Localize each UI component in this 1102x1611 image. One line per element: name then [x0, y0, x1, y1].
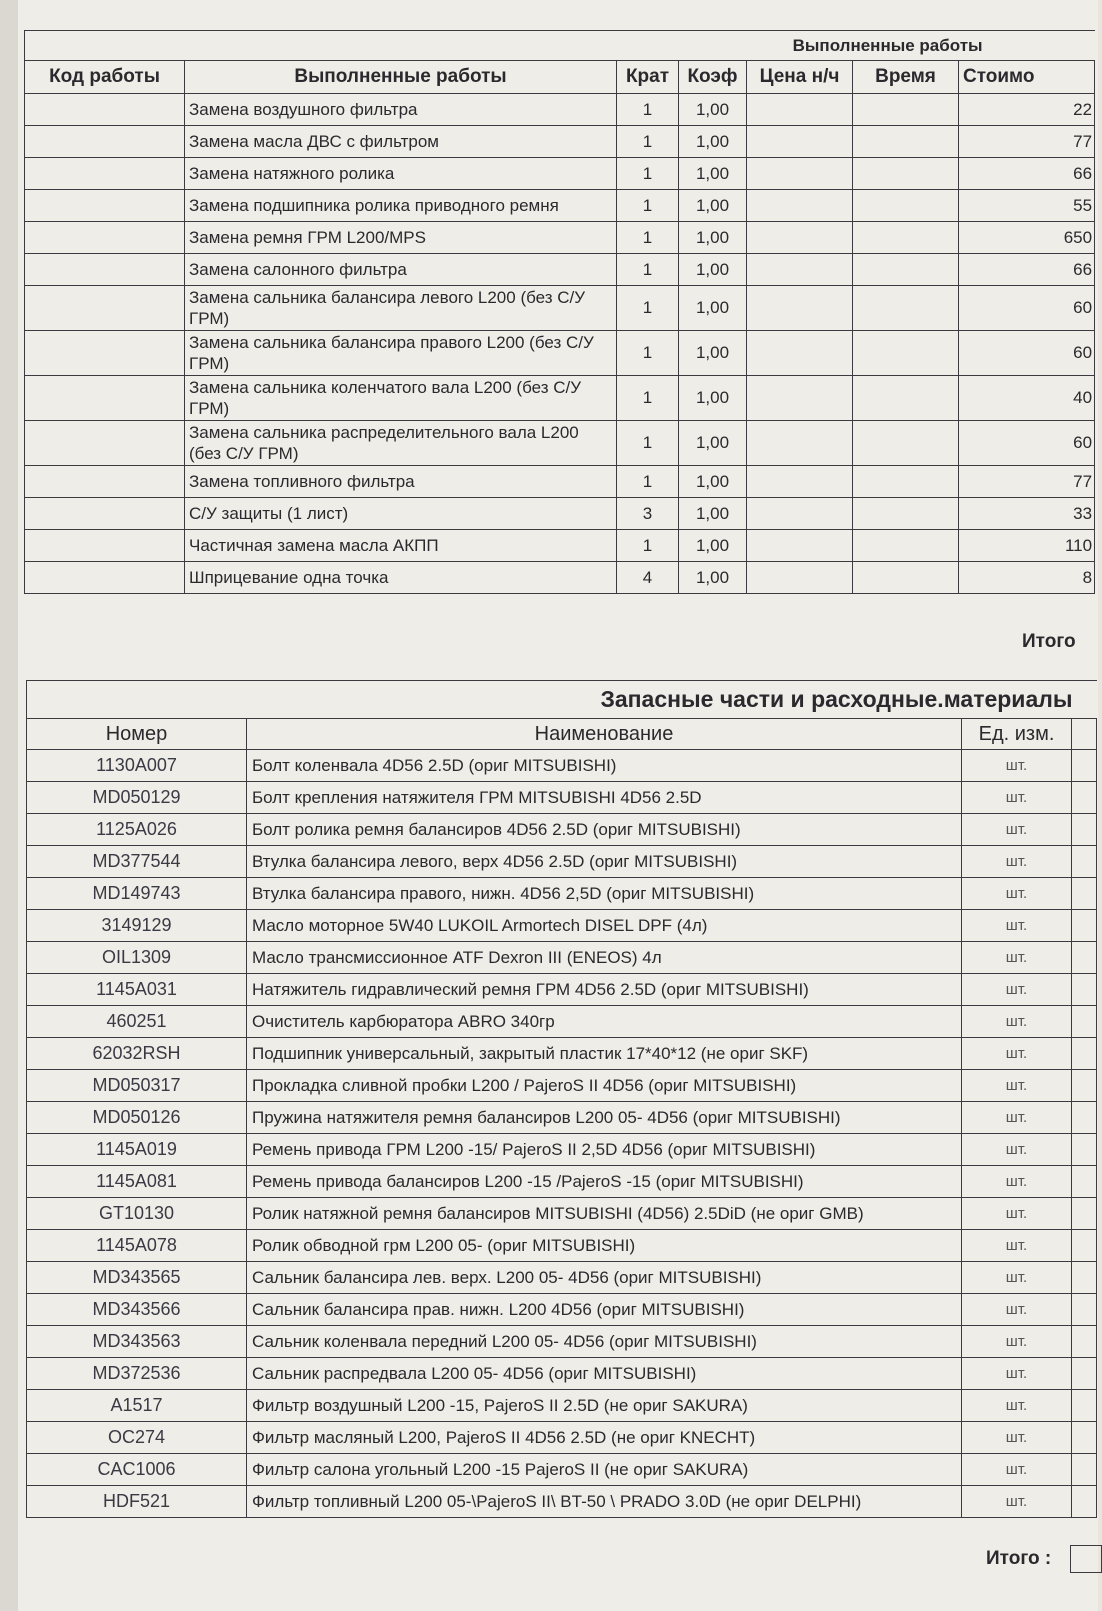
cell-unit: шт.: [962, 1422, 1072, 1454]
table-row: [27, 1390, 1097, 1422]
cell-name: Ремень привода балансиров L200 -15 /PajeroS -15 (ориг MITSUBISHI): [247, 1166, 962, 1198]
cell-extra: [1072, 750, 1097, 782]
cell-unit: шт.: [962, 1326, 1072, 1358]
cell-code: [25, 94, 185, 126]
cell-unit: шт.: [962, 910, 1072, 942]
col-krat: Крат: [617, 61, 679, 94]
cell-name: Подшипник универсальный, закрытый пластик 17*40*12 (не ориг SKF): [247, 1038, 962, 1070]
cell-extra: [1072, 910, 1097, 942]
cell-time: [853, 466, 959, 498]
cell-number: MD343563: [27, 1326, 247, 1358]
table-row: [27, 942, 1097, 974]
cell-cost: 60: [959, 331, 1095, 376]
cell-price: [747, 126, 853, 158]
works-table: [24, 30, 1095, 594]
cell-name: Натяжитель гидравлический ремня ГРМ 4D56 2.5D (ориг MITSUBISHI): [247, 974, 962, 1006]
table-row: [25, 498, 1095, 530]
cell-price: [747, 158, 853, 190]
cell-extra: [1072, 1230, 1097, 1262]
table-row: [27, 1070, 1097, 1102]
cell-unit: шт.: [962, 1486, 1072, 1518]
page-edge: [0, 0, 18, 1611]
table-row: [27, 1102, 1097, 1134]
cell-extra: [1072, 1486, 1097, 1518]
col-number: Номер: [27, 719, 247, 750]
table-row: [27, 846, 1097, 878]
table-row: [25, 286, 1095, 331]
cell-name: Замена топливного фильтра: [185, 466, 617, 498]
cell-unit: шт.: [962, 1198, 1072, 1230]
table-row: [25, 530, 1095, 562]
cell-name: Ролик натяжной ремня балансиров MITSUBISHI (4D56) 2.5DiD (не ориг GMB): [247, 1198, 962, 1230]
cell-krat: 1: [617, 158, 679, 190]
cell-name: Частичная замена масла АКПП: [185, 530, 617, 562]
cell-unit: шт.: [962, 1006, 1072, 1038]
cell-name: Прокладка сливной пробки L200 / PajeroS II 4D56 (ориг MITSUBISHI): [247, 1070, 962, 1102]
cell-name: Замена ремня ГРМ L200/MPS: [185, 222, 617, 254]
cell-number: OC274: [27, 1422, 247, 1454]
table-row: [27, 1006, 1097, 1038]
cell-koef: 1,00: [679, 331, 747, 376]
cell-number: MD377544: [27, 846, 247, 878]
cell-koef: 1,00: [679, 530, 747, 562]
cell-number: OIL1309: [27, 942, 247, 974]
cell-krat: 1: [617, 530, 679, 562]
cell-name: Масло трансмиссионное ATF Dexron III (ENEOS) 4л: [247, 942, 962, 974]
table-row: [27, 1038, 1097, 1070]
parts-title: Запасные части и расходные.материалы: [27, 681, 1097, 719]
cell-time: [853, 421, 959, 466]
cell-number: MD343565: [27, 1262, 247, 1294]
cell-extra: [1072, 1070, 1097, 1102]
cell-unit: шт.: [962, 782, 1072, 814]
cell-code: [25, 530, 185, 562]
table-row: [27, 1230, 1097, 1262]
cell-number: 1145A078: [27, 1230, 247, 1262]
cell-name: Болт крепления натяжителя ГРМ MITSUBISHI 4D56 2.5D: [247, 782, 962, 814]
cell-krat: 4: [617, 562, 679, 594]
cell-unit: шт.: [962, 846, 1072, 878]
cell-number: 1145A019: [27, 1134, 247, 1166]
cell-name: Фильтр масляный L200, PajeroS II 4D56 2.5D (не ориг KNECHT): [247, 1422, 962, 1454]
cell-unit: шт.: [962, 942, 1072, 974]
cell-koef: 1,00: [679, 376, 747, 421]
cell-unit: шт.: [962, 1454, 1072, 1486]
cell-price: [747, 331, 853, 376]
cell-number: MD050129: [27, 782, 247, 814]
cell-extra: [1072, 1422, 1097, 1454]
cell-krat: 1: [617, 222, 679, 254]
parts-total-value: [1070, 1545, 1102, 1573]
cell-name: Замена масла ДВС с фильтром: [185, 126, 617, 158]
cell-name: Ролик обводной грм L200 05- (ориг MITSUBISHI): [247, 1230, 962, 1262]
cell-unit: шт.: [962, 1230, 1072, 1262]
col-part-name: Наименование: [247, 719, 962, 750]
cell-number: GT10130: [27, 1198, 247, 1230]
cell-krat: 1: [617, 331, 679, 376]
cell-number: 3149129: [27, 910, 247, 942]
cell-name: Ремень привода ГРМ L200 -15/ PajeroS II 2,5D 4D56 (ориг MITSUBISHI): [247, 1134, 962, 1166]
cell-price: [747, 421, 853, 466]
cell-krat: 1: [617, 190, 679, 222]
cell-extra: [1072, 1134, 1097, 1166]
cell-time: [853, 498, 959, 530]
cell-name: Втулка балансира левого, верх 4D56 2.5D (ориг MITSUBISHI): [247, 846, 962, 878]
cell-code: [25, 158, 185, 190]
cell-code: [25, 222, 185, 254]
cell-extra: [1072, 1166, 1097, 1198]
table-row: [27, 1422, 1097, 1454]
cell-krat: 1: [617, 286, 679, 331]
table-row: [25, 466, 1095, 498]
cell-name: Фильтр салона угольный L200 -15 PajeroS II (не ориг SAKURA): [247, 1454, 962, 1486]
cell-unit: шт.: [962, 1102, 1072, 1134]
col-cost: Стоимо: [959, 61, 1095, 94]
cell-price: [747, 530, 853, 562]
cell-cost: 66: [959, 158, 1095, 190]
cell-time: [853, 530, 959, 562]
cell-cost: 55: [959, 190, 1095, 222]
cell-name: Замена сальника балансира правого L200 (без С/У ГРМ): [185, 331, 617, 376]
cell-code: [25, 331, 185, 376]
cell-unit: шт.: [962, 1038, 1072, 1070]
cell-krat: 1: [617, 94, 679, 126]
cell-koef: 1,00: [679, 222, 747, 254]
cell-name: Очиститель карбюратора ABRO 340гр: [247, 1006, 962, 1038]
table-row: [25, 190, 1095, 222]
cell-cost: 650: [959, 222, 1095, 254]
cell-extra: [1072, 1038, 1097, 1070]
cell-extra: [1072, 878, 1097, 910]
cell-code: [25, 421, 185, 466]
cell-extra: [1072, 942, 1097, 974]
cell-number: HDF521: [27, 1486, 247, 1518]
cell-krat: 3: [617, 498, 679, 530]
cell-unit: шт.: [962, 1294, 1072, 1326]
table-row: [27, 878, 1097, 910]
cell-unit: шт.: [962, 750, 1072, 782]
cell-code: [25, 562, 185, 594]
cell-cost: 77: [959, 466, 1095, 498]
cell-cost: 22: [959, 94, 1095, 126]
cell-cost: 60: [959, 286, 1095, 331]
cell-extra: [1072, 974, 1097, 1006]
cell-cost: 8: [959, 562, 1095, 594]
cell-name: Замена натяжного ролика: [185, 158, 617, 190]
parts-header-row: [27, 719, 1097, 750]
parts-total-label: Итого :: [986, 1548, 1052, 1569]
cell-name: Сальник коленвала передний L200 05- 4D56 (ориг MITSUBISHI): [247, 1326, 962, 1358]
cell-number: 1145A081: [27, 1166, 247, 1198]
cell-extra: [1072, 1390, 1097, 1422]
table-row: [25, 376, 1095, 421]
table-row: [27, 1454, 1097, 1486]
table-row: [27, 1262, 1097, 1294]
cell-koef: 1,00: [679, 254, 747, 286]
cell-unit: шт.: [962, 878, 1072, 910]
cell-name: Фильтр воздушный L200 -15, PajeroS II 2.5D (не ориг SAKURA): [247, 1390, 962, 1422]
cell-code: [25, 376, 185, 421]
cell-name: Сальник балансира лев. верх. L200 05- 4D56 (ориг MITSUBISHI): [247, 1262, 962, 1294]
table-row: [27, 1358, 1097, 1390]
col-unit: Ед. изм.: [962, 719, 1072, 750]
cell-cost: 110: [959, 530, 1095, 562]
cell-koef: 1,00: [679, 126, 747, 158]
cell-time: [853, 562, 959, 594]
col-koef: Коэф: [679, 61, 747, 94]
table-row: [27, 1166, 1097, 1198]
works-header-row: [25, 61, 1095, 94]
cell-price: [747, 286, 853, 331]
cell-koef: 1,00: [679, 158, 747, 190]
cell-name: Замена сальника балансира левого L200 (без С/У ГРМ): [185, 286, 617, 331]
table-row: [25, 421, 1095, 466]
cell-code: [25, 126, 185, 158]
cell-unit: шт.: [962, 814, 1072, 846]
table-row: [27, 1198, 1097, 1230]
table-row: [27, 974, 1097, 1006]
cell-extra: [1072, 1294, 1097, 1326]
cell-extra: [1072, 782, 1097, 814]
cell-cost: 40: [959, 376, 1095, 421]
cell-price: [747, 94, 853, 126]
table-row: [25, 126, 1095, 158]
table-row: [25, 158, 1095, 190]
cell-krat: 1: [617, 421, 679, 466]
cell-price: [747, 466, 853, 498]
cell-name: Сальник балансира прав. нижн. L200 4D56 (ориг MITSUBISHI): [247, 1294, 962, 1326]
cell-koef: 1,00: [679, 498, 747, 530]
cell-price: [747, 254, 853, 286]
cell-number: 460251: [27, 1006, 247, 1038]
cell-number: MD050317: [27, 1070, 247, 1102]
cell-name: Замена воздушного фильтра: [185, 94, 617, 126]
cell-time: [853, 376, 959, 421]
cell-time: [853, 190, 959, 222]
cell-extra: [1072, 1198, 1097, 1230]
cell-koef: 1,00: [679, 286, 747, 331]
col-time: Время: [853, 61, 959, 94]
cell-koef: 1,00: [679, 421, 747, 466]
table-row: [27, 1486, 1097, 1518]
table-row: [27, 782, 1097, 814]
table-row: [25, 254, 1095, 286]
document-page: [18, 0, 1098, 1611]
cell-extra: [1072, 1454, 1097, 1486]
table-row: [27, 814, 1097, 846]
cell-unit: шт.: [962, 1390, 1072, 1422]
cell-number: 62032RSH: [27, 1038, 247, 1070]
cell-cost: 60: [959, 421, 1095, 466]
table-row: [27, 1294, 1097, 1326]
parts-table: [26, 680, 1097, 1518]
table-row: [27, 1326, 1097, 1358]
cell-time: [853, 254, 959, 286]
cell-koef: 1,00: [679, 190, 747, 222]
cell-code: [25, 286, 185, 331]
cell-extra: [1072, 1102, 1097, 1134]
table-row: [27, 1134, 1097, 1166]
cell-code: [25, 466, 185, 498]
works-total-label: Итого: [1022, 631, 1076, 652]
cell-extra: [1072, 1358, 1097, 1390]
cell-unit: шт.: [962, 1166, 1072, 1198]
cell-unit: шт.: [962, 974, 1072, 1006]
cell-extra: [1072, 1326, 1097, 1358]
cell-name: Сальник распредвала L200 05- 4D56 (ориг MITSUBISHI): [247, 1358, 962, 1390]
cell-name: Масло моторное 5W40 LUKOIL Armortech DISEL DPF (4л): [247, 910, 962, 942]
cell-time: [853, 126, 959, 158]
cell-code: [25, 190, 185, 222]
cell-unit: шт.: [962, 1358, 1072, 1390]
cell-extra: [1072, 814, 1097, 846]
col-name: Выполненные работы: [185, 61, 617, 94]
cell-unit: шт.: [962, 1134, 1072, 1166]
cell-number: 1125A026: [27, 814, 247, 846]
cell-cost: 77: [959, 126, 1095, 158]
col-price: Цена н/ч: [747, 61, 853, 94]
cell-time: [853, 158, 959, 190]
cell-number: MD372536: [27, 1358, 247, 1390]
cell-krat: 1: [617, 254, 679, 286]
cell-number: MD050126: [27, 1102, 247, 1134]
table-row: [27, 750, 1097, 782]
cell-name: Втулка балансира правого, нижн. 4D56 2,5D (ориг MITSUBISHI): [247, 878, 962, 910]
cell-name: Болт ролика ремня балансиров 4D56 2.5D (ориг MITSUBISHI): [247, 814, 962, 846]
cell-unit: шт.: [962, 1070, 1072, 1102]
cell-number: 1130A007: [27, 750, 247, 782]
cell-name: Замена подшипника ролика приводного ремня: [185, 190, 617, 222]
table-row: [25, 94, 1095, 126]
cell-number: A1517: [27, 1390, 247, 1422]
cell-name: Замена сальника распределительного вала L200 (без С/У ГРМ): [185, 421, 617, 466]
col-extra: [1072, 719, 1097, 750]
works-title: Выполненные работы: [25, 31, 1095, 61]
cell-koef: 1,00: [679, 94, 747, 126]
cell-time: [853, 94, 959, 126]
cell-name: Пружина натяжителя ремня балансиров L200 05- 4D56 (ориг MITSUBISHI): [247, 1102, 962, 1134]
table-row: [27, 910, 1097, 942]
cell-price: [747, 562, 853, 594]
cell-extra: [1072, 1262, 1097, 1294]
cell-number: MD149743: [27, 878, 247, 910]
cell-number: 1145A031: [27, 974, 247, 1006]
cell-unit: шт.: [962, 1262, 1072, 1294]
table-row: [25, 222, 1095, 254]
cell-code: [25, 498, 185, 530]
table-row: [25, 331, 1095, 376]
cell-number: MD343566: [27, 1294, 247, 1326]
cell-price: [747, 190, 853, 222]
cell-cost: 33: [959, 498, 1095, 530]
cell-krat: 1: [617, 376, 679, 421]
cell-price: [747, 376, 853, 421]
cell-name: Замена сальника коленчатого вала L200 (без С/У ГРМ): [185, 376, 617, 421]
cell-number: CAC1006: [27, 1454, 247, 1486]
cell-cost: 66: [959, 254, 1095, 286]
cell-code: [25, 254, 185, 286]
cell-krat: 1: [617, 466, 679, 498]
cell-name: С/У защиты (1 лист): [185, 498, 617, 530]
table-row: [25, 562, 1095, 594]
cell-name: Фильтр топливный L200 05-\PajeroS II\ BT-50 \ PRADO 3.0D (не ориг DELPHI): [247, 1486, 962, 1518]
cell-koef: 1,00: [679, 466, 747, 498]
cell-name: Шприцевание одна точка: [185, 562, 617, 594]
cell-time: [853, 331, 959, 376]
cell-time: [853, 286, 959, 331]
cell-name: Замена салонного фильтра: [185, 254, 617, 286]
cell-name: Болт коленвала 4D56 2.5D (ориг MITSUBISHI): [247, 750, 962, 782]
cell-krat: 1: [617, 126, 679, 158]
cell-extra: [1072, 1006, 1097, 1038]
col-code: Код работы: [25, 61, 185, 94]
cell-price: [747, 498, 853, 530]
cell-time: [853, 222, 959, 254]
cell-extra: [1072, 846, 1097, 878]
cell-price: [747, 222, 853, 254]
cell-koef: 1,00: [679, 562, 747, 594]
